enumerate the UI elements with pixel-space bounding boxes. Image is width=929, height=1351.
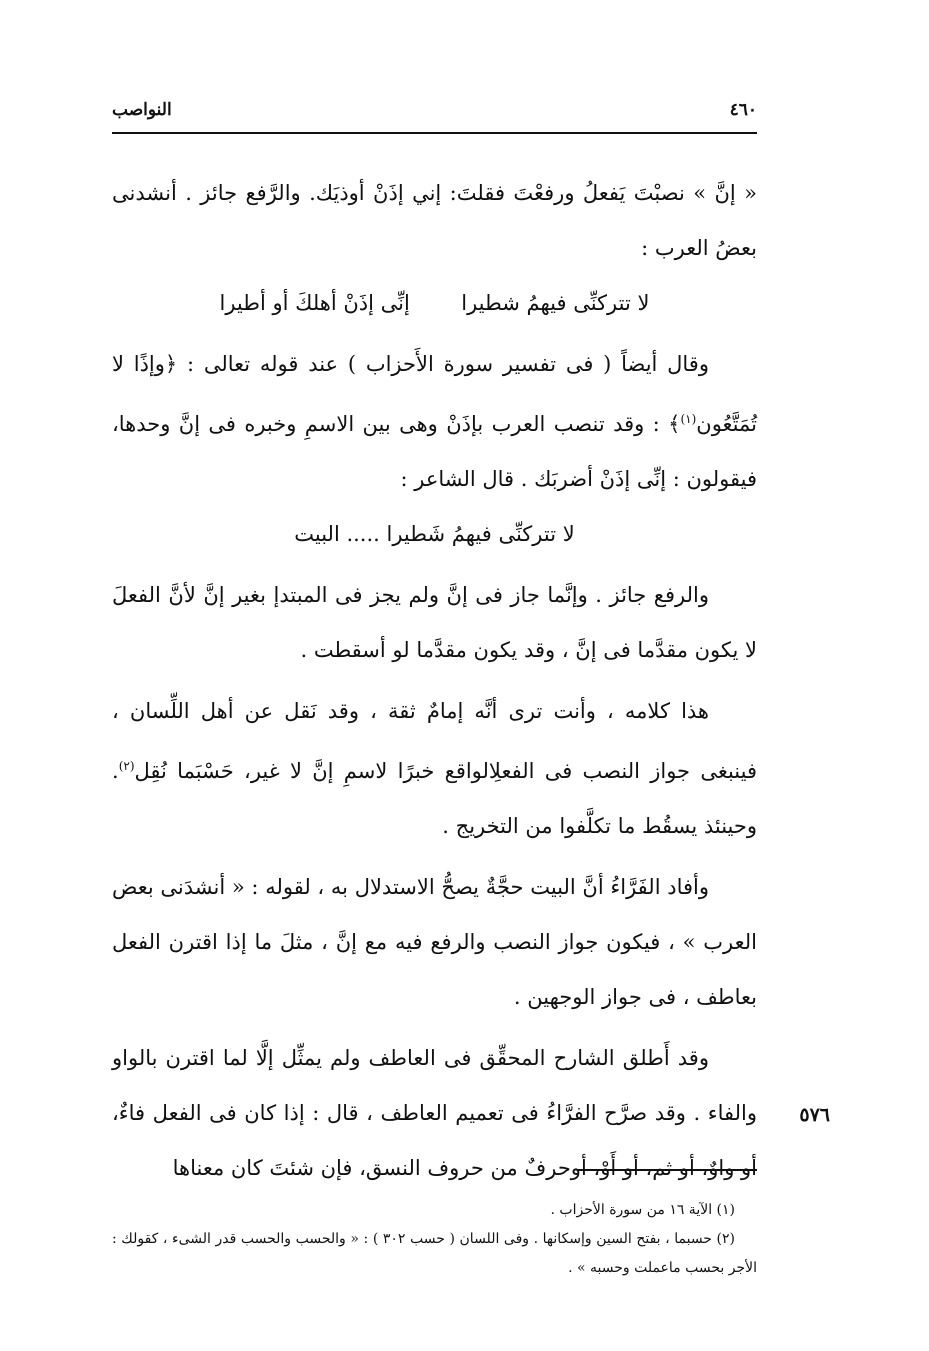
main-text [112,166,757,1196]
verse-1-hemistich-a: لا تتركنِّى فيهمُ شطيرا [461,291,650,315]
verse-2: لا تتركنِّى فيهمُ شَطيرا ..... البيت [294,522,575,546]
paragraph-4-rest: . وحينئذ يسقُط ما تكلَّفوا من التخريج . [112,759,757,838]
paragraph-3: والرفع جائز . وإنَّما جاز فى إنَّ ولم يجز فى المبتدإ بغير إنَّ لأنَّ الفعلَ لا يكون مقدَّما فى إنَّ ، وقد يكون مقدَّما لو أسقطت . [112,583,757,662]
footnotes [112,1196,757,1283]
footnote-2: (٢) حسبما ، بفتح السين وإسكانها . وفى اللسان ( حسب ٣٠٢ ) : « والحسب والحسب قدر الشىء ، كقولك : الأجر بحسب ماعملت وحسبه » . [112,1231,757,1276]
paragraph-1: « إنَّ » نصبْتَ يَفعلُ ورفعْتَ فقلتَ: إني إذَنْ أوذيَك. والرَّفع جائز . أنشدنى بعضُ العرب : [112,181,757,260]
paragraph-2-text: وقال أيضاً ( فى تفسير سورة الأَحزاب ) عند قوله تعالى : ﴿وإذًا لا تُمَتَّعُون [112,352,757,436]
section-title: النواصب [112,100,172,120]
margin-number: ٥٧٦ [799,1104,830,1126]
header-rule [112,132,757,134]
paragraph-4 [112,684,757,854]
paragraph-4-text: هذا كلامه ، وأنت ترى أنَّه إمامٌ ثقة ، وقد نَقل عن أهل اللِّسان ، فينبغى جواز النصب فى الفعلِالواقع خبرًا لاسمِ إنَّ لا غير، حَسْبَما نُقِل [112,699,757,783]
verse-1 [112,276,757,331]
paragraph-6: وقد أَطلق الشارح المحقِّق فى العاطف ولم يمثِّل إلَّا لما اقترن بالواو والفاء . وقد صرَّح الفرَّاءُ فى تعميم العاطف ، قال : إذا كان فى الفعل فاءٌ، أو واوٌ، أو ثم، أو أَوْ، أوحرفٌ من حروف النسق، فإن شئتَ كان معناها [112,1046,757,1180]
paragraph-2-rest: ﴾ : وقد تنصب العرب بإذَنْ وهى بين الاسمِ وخبره فى إنَّ وحدها، فيقولون : إنِّى إذَنْ أضربَك . قال الشاعر : [112,412,757,491]
page-number: ٤٦٠ [729,100,757,120]
footnote-1: (١) الآية ١٦ من سورة الأحزاب . [550,1202,735,1218]
paragraph-5: وأفاد الفَرَّاءُ أنَّ البيت حجَّةٌ يصحُّ الاستدلال به ، لقوله : « أنشدَنى بعض العرب » ، فيكون جواز النصب والرفع فيه مع إنَّ ، مثلَ ما إذا اقترن الفعل بعاطف ، فى جواز الوجهين . [112,875,757,1009]
running-header [112,100,757,126]
footnote-ref-2: (٢) [118,759,135,773]
paragraph-2 [112,337,757,507]
footnote-ref-1: (١) [680,412,697,426]
verse-1-hemistich-b: إنِّى إذَنْ أهلكَ أو أطيرا [219,291,410,315]
footnote-rule [577,1169,757,1171]
